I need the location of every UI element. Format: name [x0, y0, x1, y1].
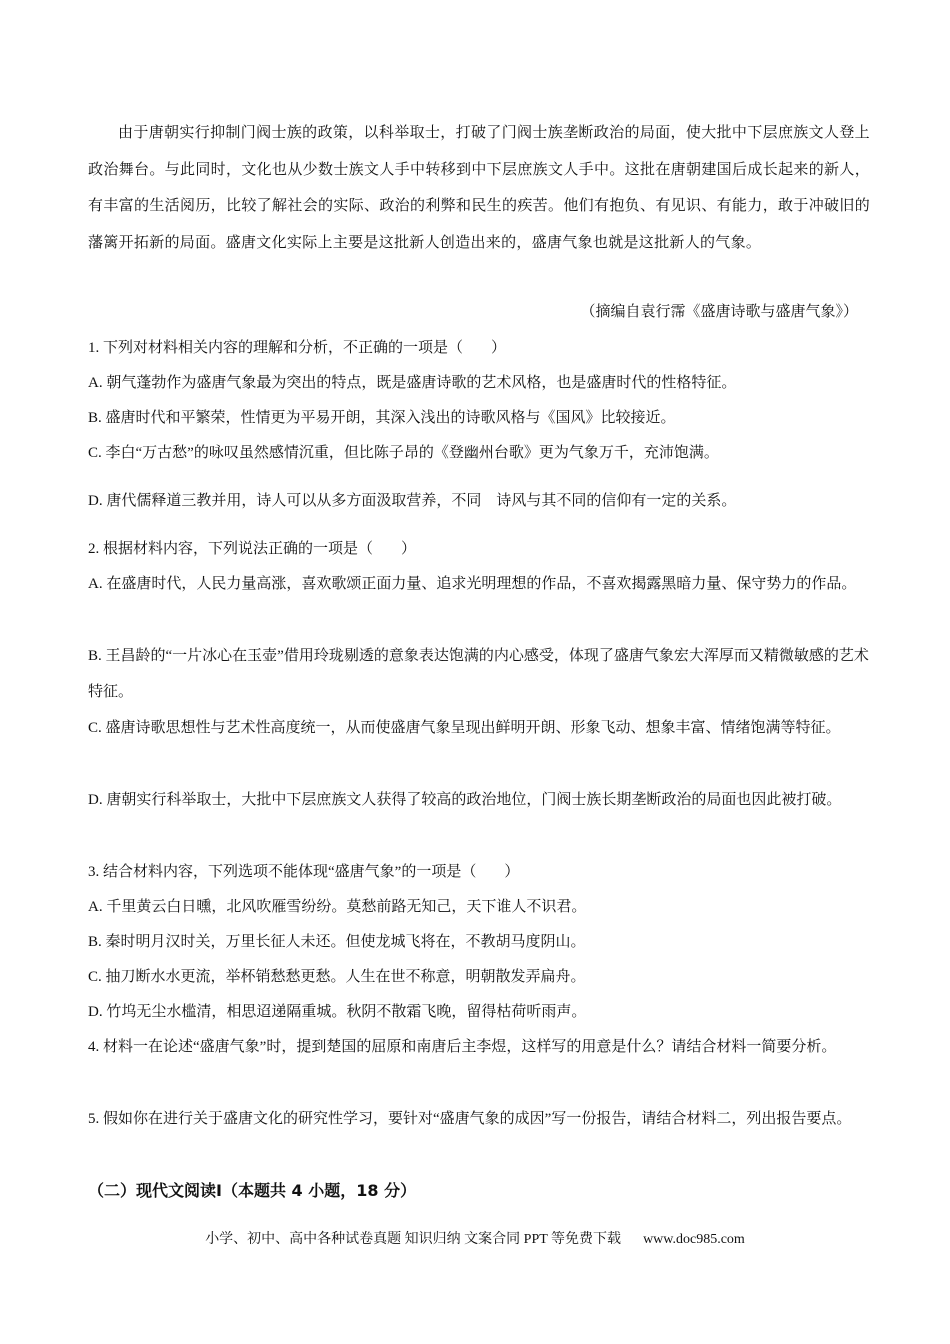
question-2-option-a: A. 在盛唐时代，人民力量高涨，喜欢歌颂正面力量、追求光明理想的作品，不喜欢揭露黑暗力量、保守势力的作品。 [88, 576, 857, 592]
question-2-option-b: B. 王昌龄的“一片冰心在玉壶”借用玲珑剔透的意象表达饱满的内心感受，体现了盛唐气象宏大浑厚而又精微敏感的艺术特征。 [88, 648, 869, 700]
question-3-option-c: C. 抽刀断水水更流，举杯销愁愁更愁。人生在世不称意，明朝散发弄扁舟。 [88, 969, 586, 985]
question-4: 4. 材料一在论述“盛唐气象”时，提到楚国的屈原和南唐后主李煜，这样写的用意是什么？请结合材料一简要分析。 [88, 1039, 837, 1055]
question-5: 5. 假如你在进行关于盛唐文化的研究性学习，要针对“盛唐气象的成因”写一份报告，请结合材料二，列出报告要点。 [88, 1111, 852, 1127]
question-1-stem: 1. 下列对材料相关内容的理解和分析，不正确的一项是（ ） [88, 340, 507, 356]
question-1-option-c: C. 李白“万古愁”的咏叹虽然感情沉重，但比陈子昂的《登幽州台歌》更为气象万千，充沛饱满。 [88, 445, 719, 461]
question-2-option-c: C. 盛唐诗歌思想性与艺术性高度统一，从而使盛唐气象呈现出鲜明开朗、形象飞动、想象丰富、情绪饱满等特征。 [88, 720, 841, 736]
question-3-option-b: B. 秦时明月汉时关，万里长征人未还。但使龙城飞将在，不教胡马度阴山。 [88, 934, 586, 950]
question-2-option-d: D. 唐朝实行科举取士，大批中下层庶族文人获得了较高的政治地位，门阀士族长期垄断政治的局面也因此被打破。 [88, 792, 842, 808]
section-heading: （二）现代文阅读Ⅰ（本题共 4 小题，18 分） [88, 1181, 417, 1200]
reading-passage [88, 114, 870, 260]
passage-source: （摘编自袁行霈《盛唐诗歌与盛唐气象》） [580, 302, 858, 320]
footer-text: 小学、初中、高中各种试卷真题 知识归纳 文案合同 PPT 等免费下载 [205, 1232, 622, 1247]
question-1-option-a: A. 朝气蓬勃作为盛唐气象最为突出的特点，既是盛唐诗歌的艺术风格，也是盛唐时代的性格特征。 [88, 375, 737, 391]
question-3-stem: 3. 结合材料内容，下列选项不能体现“盛唐气象”的一项是（ ） [88, 864, 520, 880]
page-footer [0, 1228, 950, 1248]
question-3-option-d: D. 竹坞无尘水槛清，相思迢递隔重城。秋阴不散霜飞晚，留得枯荷听雨声。 [88, 1004, 587, 1020]
question-1-option-d: D. 唐代儒释道三教并用，诗人可以从多方面汲取营养，不同 诗风与其不同的信仰有一定的关系。 [88, 493, 737, 509]
question-3-option-a: A. 千里黄云白日曛，北风吹雁雪纷纷。莫愁前路无知己，天下谁人不识君。 [88, 899, 587, 915]
footer-url[interactable]: www.doc985.com [643, 1232, 745, 1247]
question-1-option-b: B. 盛唐时代和平繁荣，性情更为平易开朗，其深入浅出的诗歌风格与《国风》比较接近。 [88, 410, 676, 426]
question-2-stem: 2. 根据材料内容，下列说法正确的一项是（ ） [88, 541, 417, 557]
passage-paragraph: 由于唐朝实行抑制门阀士族的政策，以科举取士，打破了门阀士族垄断政治的局面，使大批中下层庶族文人登上政治舞台。与此同时，文化也从少数士族文人手中转移到中下层庶族文人手中。这批在唐朝建国后成长起来的新人，有丰富的生活阅历，比较了解社会的实际、政治的利弊和民生的疾苦。他们有抱负、有见识、有能力，敢于冲破旧的藩篱开拓新的局面。盛唐文化实际上主要是这批新人创造出来的，盛唐气象也就是这批新人的气象。 [88, 123, 870, 251]
